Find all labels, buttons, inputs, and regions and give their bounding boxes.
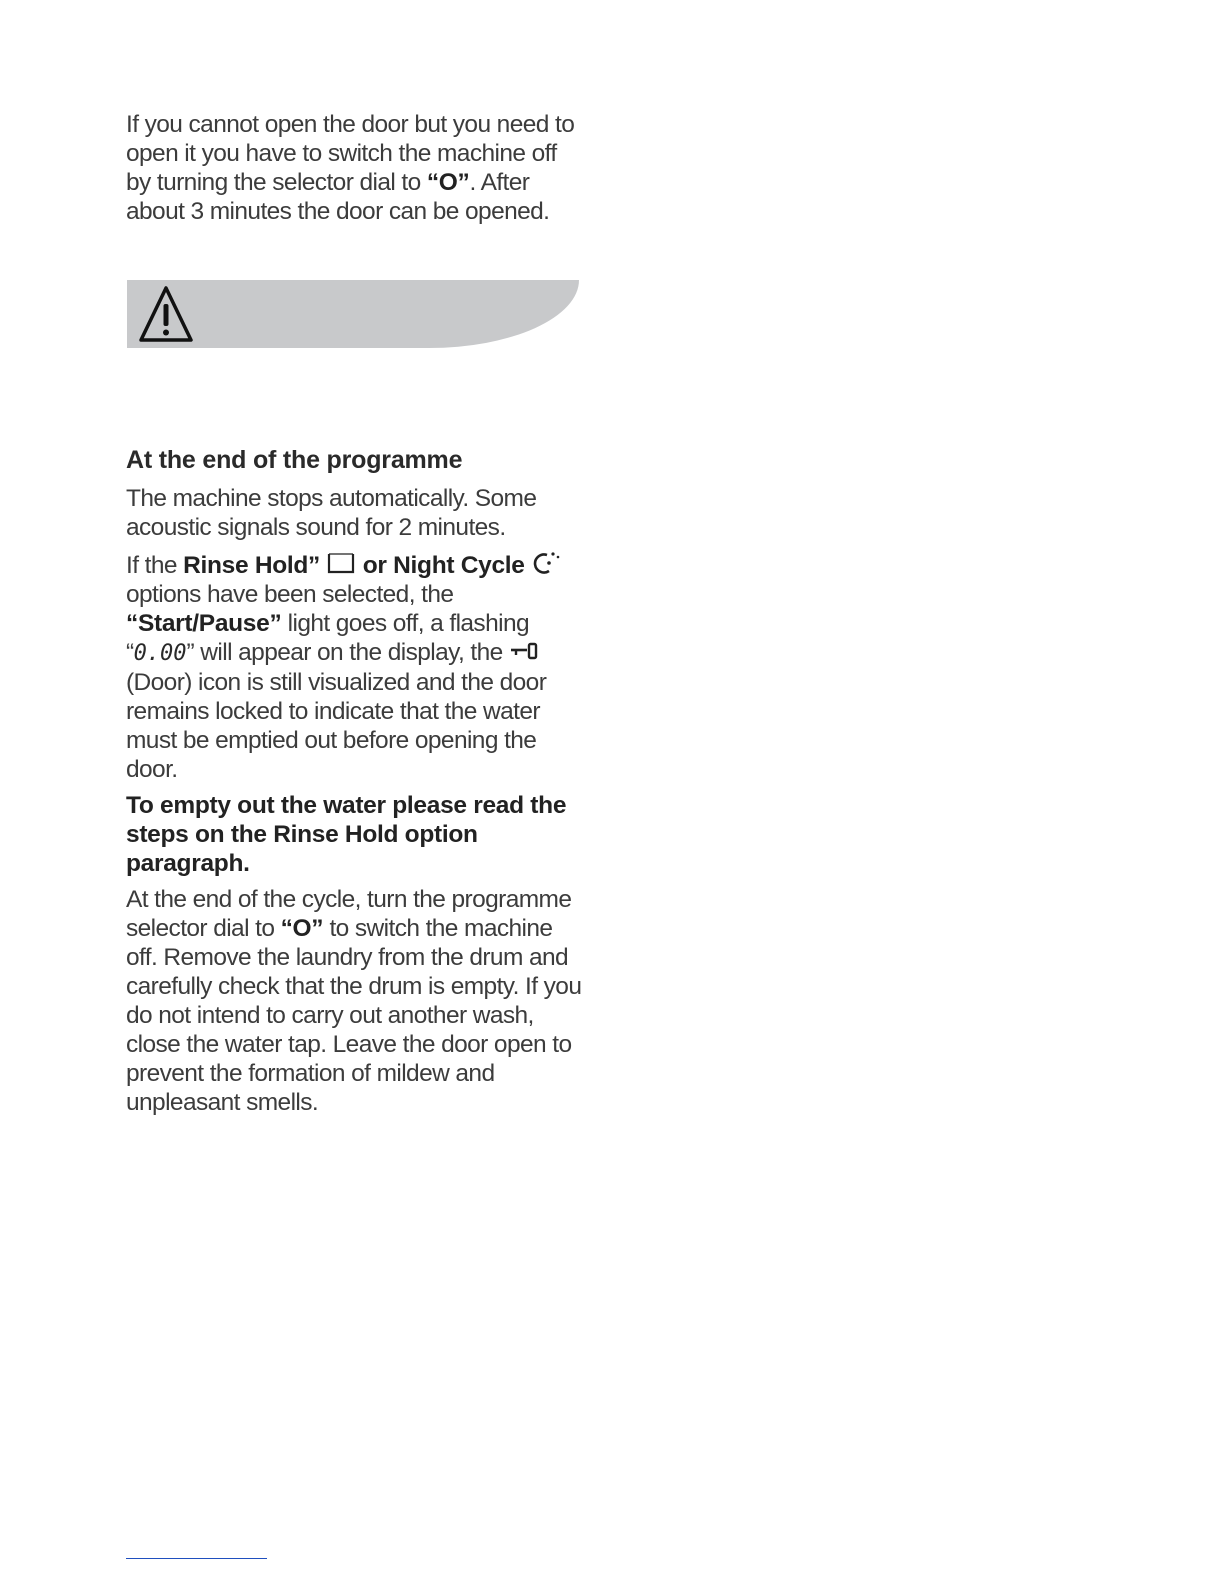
rinse-hold-label: Rinse Hold” [183, 552, 320, 579]
intro-text-before: If you cannot open the door but you need to open it you have to switch the machine off by turning the selector dial to [126, 111, 575, 196]
start-pause-label: “Start/Pause” [126, 610, 282, 637]
rinse-hold-icon [326, 551, 356, 575]
night-cycle-icon [531, 549, 563, 575]
para2-will-appear: ” will appear on the display, the [186, 639, 509, 666]
section-body [126, 484, 586, 1124]
para-empty-water: To empty out the water please read the steps on the Rinse Hold option paragraph. [126, 792, 567, 877]
door-lock-icon [509, 642, 539, 662]
para-rinse-hold [126, 549, 586, 784]
para4-lead: At the end of the cycle, turn the programme selector dial to [126, 886, 572, 942]
intro-block [126, 110, 586, 226]
off-symbol-2: “O” [280, 915, 324, 942]
para4-rest: to switch the machine off. Remove the laundry from the drum and carefully check that the drum is empty. If you do not intend to carry out another wash, close the water tap. Leave the door open to prevent the formation of mildew and unpleasant smells. [126, 915, 582, 1116]
off-symbol: “O” [426, 169, 470, 196]
warning-band [127, 280, 579, 348]
para2-after-night: options have been selected, the [126, 581, 454, 608]
para2-lead: If the [126, 552, 184, 579]
display-digits: 0.00 [133, 641, 187, 666]
warning-triangle-icon [137, 284, 195, 344]
intro-text-after: . After about 3 minutes the door can be opened. [126, 169, 550, 225]
para-stops: The machine stops automatically. Some acoustic signals sound for 2 minutes. [126, 485, 537, 541]
para-end-cycle [126, 885, 586, 1117]
section-heading: At the end of the programme [126, 446, 463, 474]
footnote-rule [126, 1558, 267, 1559]
para2-light-off: light goes off, a flashing “ [126, 610, 530, 666]
intro-paragraph [126, 110, 586, 226]
night-cycle-label: or Night Cycle [356, 552, 525, 579]
para2-rest: (Door) icon is still visualized and the door remains locked to indicate that the water must be emptied out before opening the door. [126, 669, 547, 783]
